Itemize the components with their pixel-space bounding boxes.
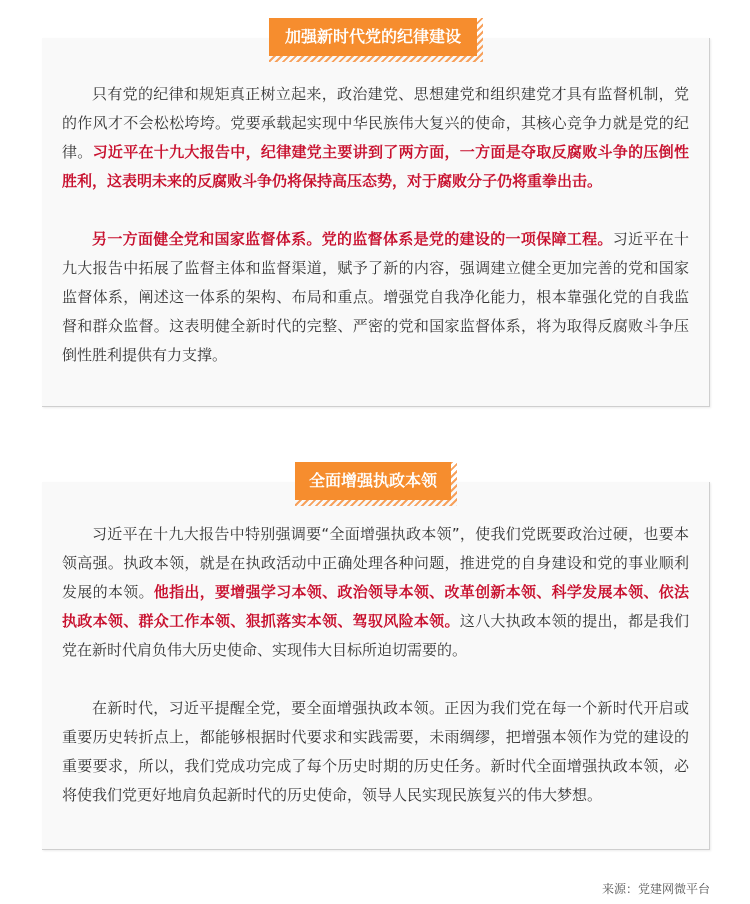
paragraph: [62, 80, 689, 196]
section-governance-capability: [42, 462, 710, 850]
paragraph: [62, 694, 689, 810]
source-credit: 来源：党建网微平台: [601, 882, 710, 896]
paragraph: [62, 225, 689, 370]
section-title: 全面增强执政本领: [295, 462, 451, 500]
paragraph: [62, 520, 689, 665]
paragraph-text: 习近平在十九大报告中特别强调要“全面增强执政本领”，使我们党既要政治过硬，也要本领高强。执政本领，就是在执政活动中正确处理各种问题，推进党的自身建设和党的事业顺利发展的本领。: [62, 525, 689, 601]
highlight-text: 习近平在十九大报告中，纪律建党主要讲到了两方面，一方面是夺取反腐败斗争的压倒性胜利，这表明未来的反腐败斗争仍将保持高压态势，对于腐败分子仍将重拳出击。: [62, 143, 689, 190]
paragraph-text: 习近平在十九大报告中拓展了监督主体和监督渠道，赋予了新的内容，强调建立健全更加完善的党和国家监督体系，阐述这一体系的架构、布局和重点。增强党自我净化能力，根本靠强化党的自我监督和群众监督。这表明健全新时代的完整、严密的党和国家监督体系，将为取得反腐败斗争压倒性胜利提供有力支撑。: [62, 230, 689, 364]
content-card: [42, 482, 710, 850]
paragraph-text: 只有党的纪律和规矩真正树立起来，政治建党、思想建党和组织建党才具有监督机制，党的作风才不会松松垮垮。党要承载起实现中华民族伟大复兴的使命，其核心竞争力就是党的纪律。: [62, 85, 689, 161]
highlight-text: 另一方面健全党和国家监督体系。党的监督体系是党的建设的一项保障工程。: [92, 230, 613, 248]
content-card: [42, 38, 710, 407]
section-discipline-building: [42, 18, 710, 407]
section-title: 加强新时代党的纪律建设: [269, 18, 477, 56]
paragraph-text: 在新时代，习近平提醒全党，要全面增强执政本领。正因为我们党在每一个新时代开启或重要历史转折点上，都能够根据时代要求和实践需要，未雨绸缪，把增强本领作为党的建设的重要要求，所以，我们党成功完成了每个历史时期的历史任务。新时代全面增强执政本领，必将使我们党更好地肩负起新时代的历史使命，领导人民实现民族复兴的伟大梦想。: [62, 699, 689, 804]
highlight-text: 他指出，要增强学习本领、政治领导本领、改革创新本领、科学发展本领、依法执政本领、群众工作本领、狠抓落实本领、驾驭风险本领。: [62, 583, 689, 630]
paragraph-text: 这八大执政本领的提出，都是我们党在新时代肩负伟大历史使命、实现伟大目标所迫切需要的。: [62, 612, 689, 659]
section-title-badge: [295, 462, 457, 506]
section-title-badge: [269, 18, 483, 62]
